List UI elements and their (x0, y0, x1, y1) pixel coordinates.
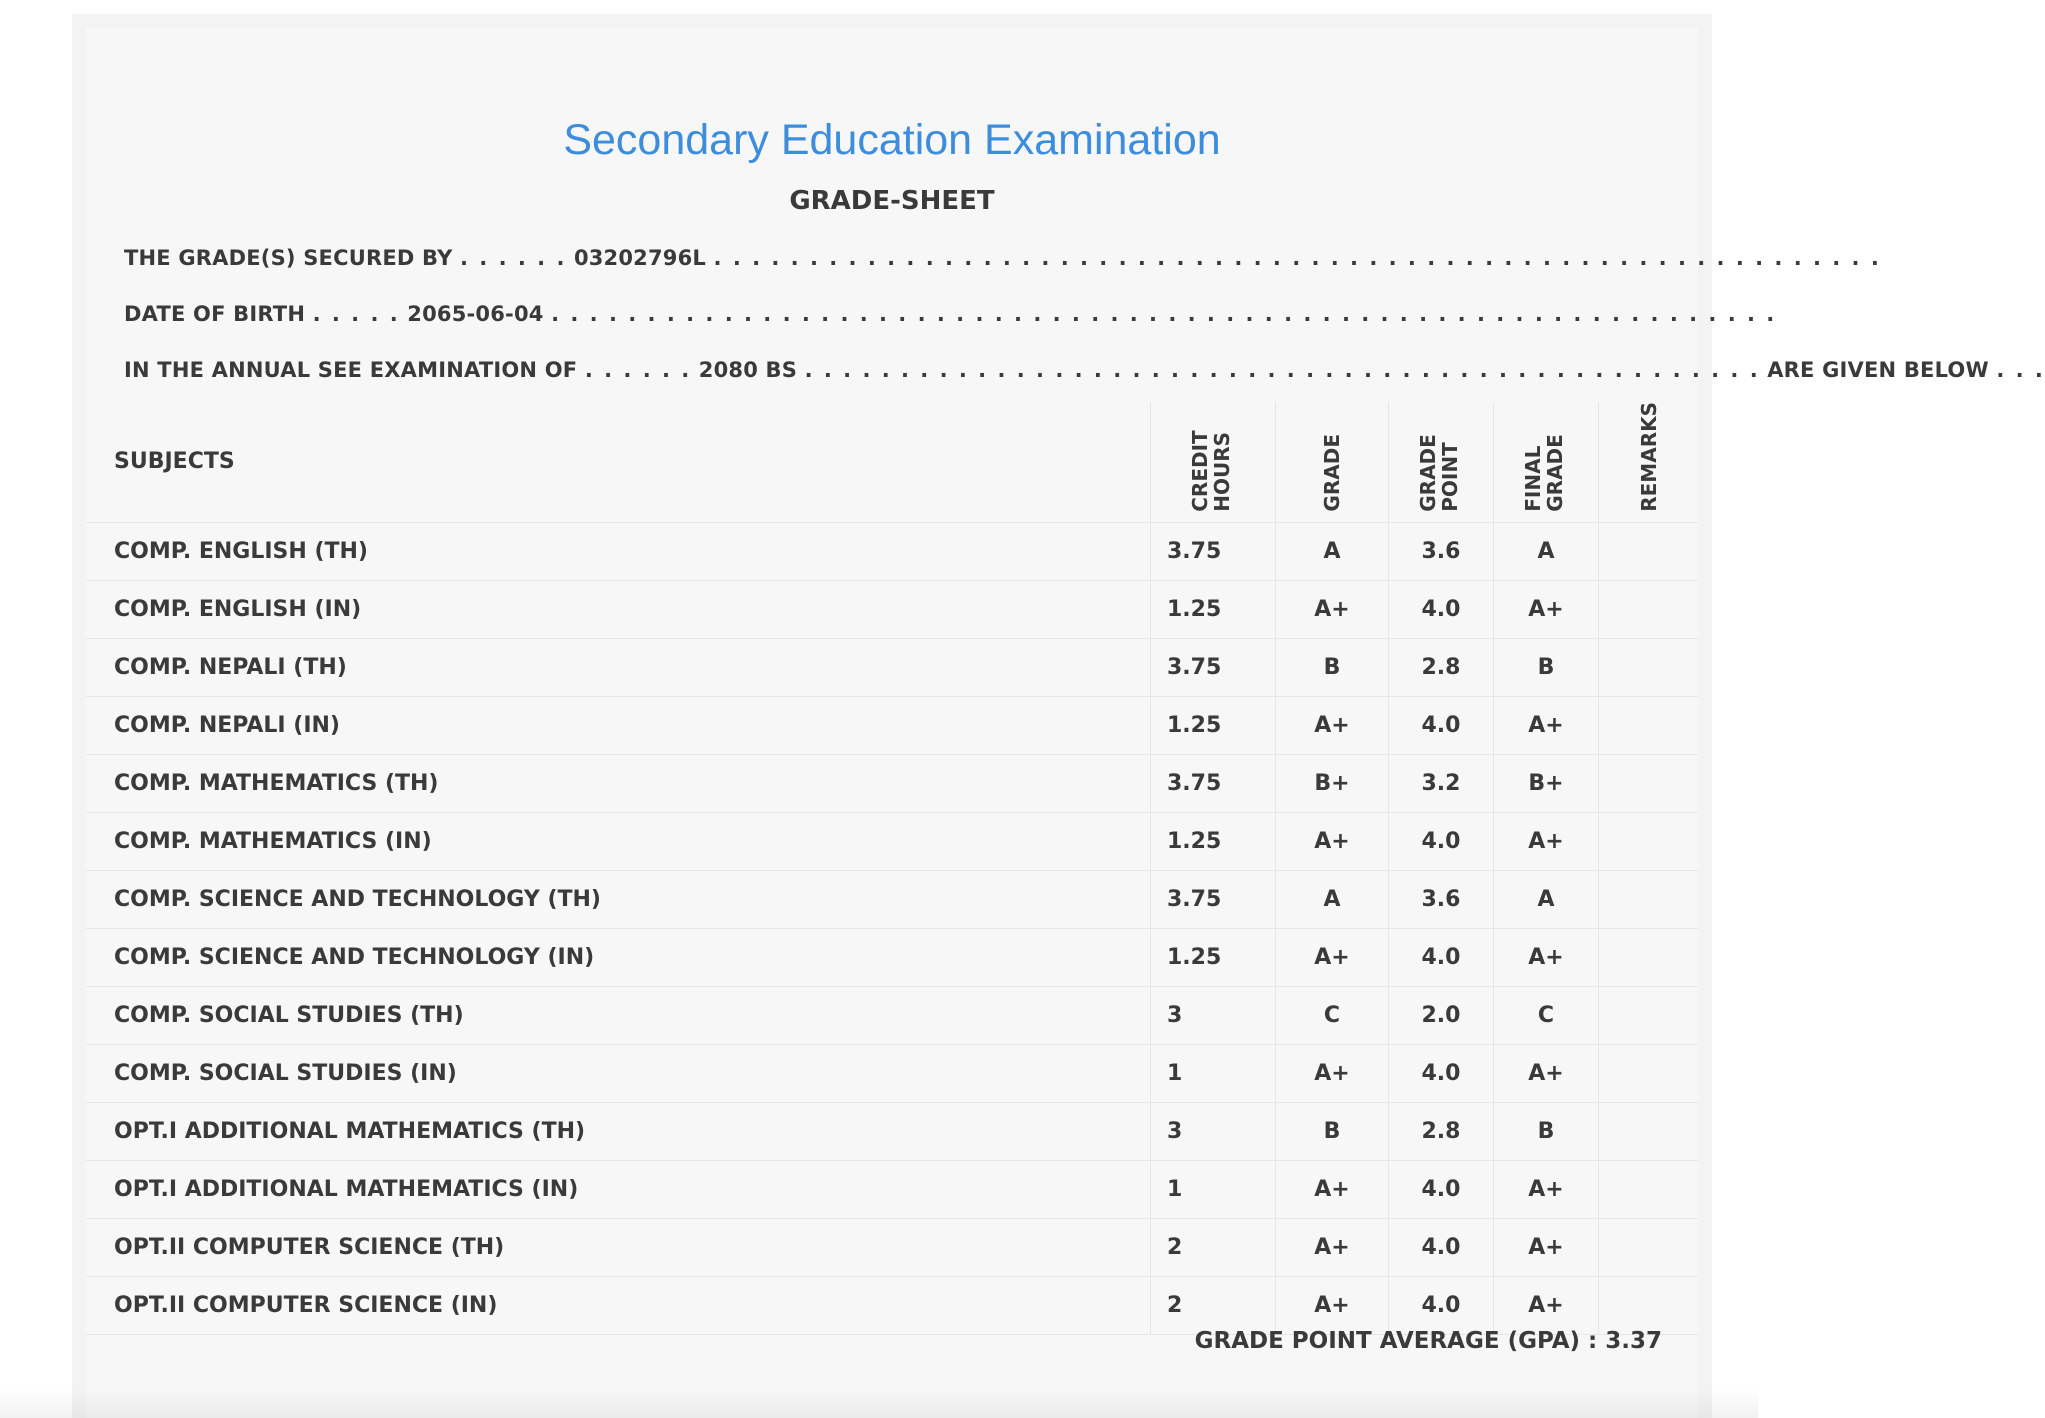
final-grade-cell: B (1494, 638, 1599, 696)
grade-point-cell: 2.0 (1389, 986, 1494, 1044)
table-row (86, 812, 1698, 870)
table-row (86, 580, 1698, 638)
grade-point-cell: 4.0 (1389, 1044, 1494, 1102)
credit-hours-header: CREDIT HOURS (1151, 402, 1276, 522)
table-row (86, 870, 1698, 928)
gpa-line (1195, 1328, 1662, 1354)
grade-point-cell: 3.2 (1389, 754, 1494, 812)
grade-cell: A+ (1276, 696, 1389, 754)
dob-label: DATE OF BIRTH (124, 302, 306, 326)
grade-point-cell: 4.0 (1389, 696, 1494, 754)
dots: . . . . . . . . . . . . . . . . . . . . . . . . . . . . . . . . . . . . . . . . . . . . . . . . . . (804, 358, 1760, 382)
grade-header: GRADE (1276, 402, 1389, 522)
credit-hours-cell: 3 (1151, 1102, 1276, 1160)
remarks-cell (1599, 1044, 1699, 1102)
credit-hours-cell: 1.25 (1151, 580, 1276, 638)
grade-point-cell: 4.0 (1389, 1160, 1494, 1218)
grade-point-cell: 3.6 (1389, 522, 1494, 580)
final-grade-cell: A+ (1494, 1276, 1599, 1334)
gpa-label: GRADE POINT AVERAGE (GPA) : (1194, 1328, 1598, 1354)
remarks-header: REMARKS (1599, 402, 1699, 522)
grade-point-cell: 4.0 (1389, 1276, 1494, 1334)
subjects-header: SUBJECTS (86, 402, 1151, 522)
final-grade-cell: A+ (1494, 1160, 1599, 1218)
grade-point-header: GRADE POINT (1389, 402, 1494, 522)
remarks-cell (1599, 638, 1699, 696)
credit-hours-cell: 3.75 (1151, 638, 1276, 696)
dots: . . . (1996, 358, 2045, 382)
remarks-cell (1599, 870, 1699, 928)
grade-cell: A+ (1276, 1276, 1389, 1334)
grade-cell: A+ (1276, 580, 1389, 638)
remarks-cell (1599, 812, 1699, 870)
table-row (86, 1160, 1698, 1218)
dob-line (124, 302, 1777, 326)
final-grade-cell: A+ (1494, 928, 1599, 986)
credit-hours-cell: 3.75 (1151, 522, 1276, 580)
remarks-cell (1599, 928, 1699, 986)
gpa-value: 3.37 (1605, 1328, 1662, 1354)
exam-suffix: ARE GIVEN BELOW (1767, 358, 1989, 382)
grade-cell: C (1276, 986, 1389, 1044)
subject-cell: OPT.I ADDITIONAL MATHEMATICS (TH) (86, 1102, 1151, 1160)
subject-cell: COMP. ENGLISH (TH) (86, 522, 1151, 580)
credit-hours-cell: 1 (1151, 1160, 1276, 1218)
remarks-cell (1599, 580, 1699, 638)
credit-hours-cell: 3.75 (1151, 754, 1276, 812)
grade-sheet-heading: GRADE-SHEET (789, 186, 995, 216)
final-grade-cell: A (1494, 870, 1599, 928)
grade-point-cell: 2.8 (1389, 1102, 1494, 1160)
credit-hours-cell: 1.25 (1151, 696, 1276, 754)
secured-by-label: THE GRADE(S) SECURED BY (124, 246, 453, 270)
exam-year: 2080 BS (698, 358, 798, 382)
dots: . . . . . . . . . . . . . . . . . . . . . . . . . . . . . . . . . . . . . . . . . . . . . . . . . . . . . . . . . . . . . (713, 246, 1881, 270)
credit-hours-cell: 2 (1151, 1276, 1276, 1334)
table-row (86, 986, 1698, 1044)
table-row (86, 928, 1698, 986)
final-grade-cell: B (1494, 1102, 1599, 1160)
credit-hours-cell: 3 (1151, 986, 1276, 1044)
credit-hours-cell: 1.25 (1151, 812, 1276, 870)
final-grade-cell: A (1494, 522, 1599, 580)
grade-point-cell: 3.6 (1389, 870, 1494, 928)
exam-label: IN THE ANNUAL SEE EXAMINATION OF (124, 358, 578, 382)
grade-point-cell: 4.0 (1389, 928, 1494, 986)
grade-point-cell: 2.8 (1389, 638, 1494, 696)
dots: . . . . . . . . . . . . . . . . . . . . . . . . . . . . . . . . . . . . . . . . . . . . . . . . . . . . . . . . . . . . . . . . (551, 302, 1777, 326)
subject-cell: COMP. ENGLISH (IN) (86, 580, 1151, 638)
remarks-cell (1599, 522, 1699, 580)
table-row (86, 696, 1698, 754)
subject-cell: COMP. SCIENCE AND TECHNOLOGY (TH) (86, 870, 1151, 928)
remarks-cell (1599, 1102, 1699, 1160)
table-header-row (86, 402, 1698, 522)
subject-cell: COMP. SOCIAL STUDIES (TH) (86, 986, 1151, 1044)
table-row (86, 1102, 1698, 1160)
subject-cell: COMP. NEPALI (TH) (86, 638, 1151, 696)
final-grade-cell: A+ (1494, 696, 1599, 754)
credit-hours-cell: 1.25 (1151, 928, 1276, 986)
remarks-cell (1599, 696, 1699, 754)
grade-point-cell: 4.0 (1389, 580, 1494, 638)
symbol-number: 03202796L (573, 246, 707, 270)
subject-cell: COMP. MATHEMATICS (TH) (86, 754, 1151, 812)
bottom-shadow (0, 1388, 1758, 1418)
grade-cell: B (1276, 1102, 1389, 1160)
table-row (86, 1044, 1698, 1102)
grade-cell: A+ (1276, 1218, 1389, 1276)
dots: . . . . . . (460, 246, 567, 270)
table-row (86, 522, 1698, 580)
grade-cell: A+ (1276, 928, 1389, 986)
grade-cell: A (1276, 870, 1389, 928)
table-row (86, 1218, 1698, 1276)
remarks-cell (1599, 1218, 1699, 1276)
final-grade-cell: A+ (1494, 580, 1599, 638)
final-grade-header: FINAL GRADE (1494, 402, 1599, 522)
subject-cell: COMP. SOCIAL STUDIES (IN) (86, 1044, 1151, 1102)
final-grade-cell: A+ (1494, 1218, 1599, 1276)
date-of-birth: 2065-06-04 (407, 302, 544, 326)
secured-by-line (124, 246, 1881, 270)
final-grade-cell: A+ (1494, 1044, 1599, 1102)
grade-cell: A (1276, 522, 1389, 580)
credit-hours-cell: 3.75 (1151, 870, 1276, 928)
table-row (86, 638, 1698, 696)
subject-cell: COMP. MATHEMATICS (IN) (86, 812, 1151, 870)
grade-cell: A+ (1276, 812, 1389, 870)
table-row (86, 754, 1698, 812)
final-grade-cell: A+ (1494, 812, 1599, 870)
remarks-cell (1599, 1160, 1699, 1218)
grade-point-cell: 4.0 (1389, 812, 1494, 870)
grade-cell: A+ (1276, 1160, 1389, 1218)
grade-sheet (86, 28, 2045, 1418)
subject-cell: OPT.II COMPUTER SCIENCE (IN) (86, 1276, 1151, 1334)
grade-cell: B+ (1276, 754, 1389, 812)
remarks-cell (1599, 754, 1699, 812)
grades-table (86, 402, 1698, 1335)
final-grade-cell: C (1494, 986, 1599, 1044)
final-grade-cell: B+ (1494, 754, 1599, 812)
credit-hours-cell: 2 (1151, 1218, 1276, 1276)
remarks-cell (1599, 1276, 1699, 1334)
grade-point-cell: 4.0 (1389, 1218, 1494, 1276)
table-row (86, 1276, 1698, 1334)
subject-cell: COMP. SCIENCE AND TECHNOLOGY (IN) (86, 928, 1151, 986)
exam-line (124, 358, 2045, 382)
subject-cell: OPT.I ADDITIONAL MATHEMATICS (IN) (86, 1160, 1151, 1218)
dots: . . . . . . (584, 358, 692, 382)
subject-cell: COMP. NEPALI (IN) (86, 696, 1151, 754)
exam-title: Secondary Education Examination (563, 116, 1221, 164)
remarks-cell (1599, 986, 1699, 1044)
credit-hours-cell: 1 (1151, 1044, 1276, 1102)
grade-cell: A+ (1276, 1044, 1389, 1102)
grade-cell: B (1276, 638, 1389, 696)
dots: . . . . . (312, 302, 400, 326)
subject-cell: OPT.II COMPUTER SCIENCE (TH) (86, 1218, 1151, 1276)
